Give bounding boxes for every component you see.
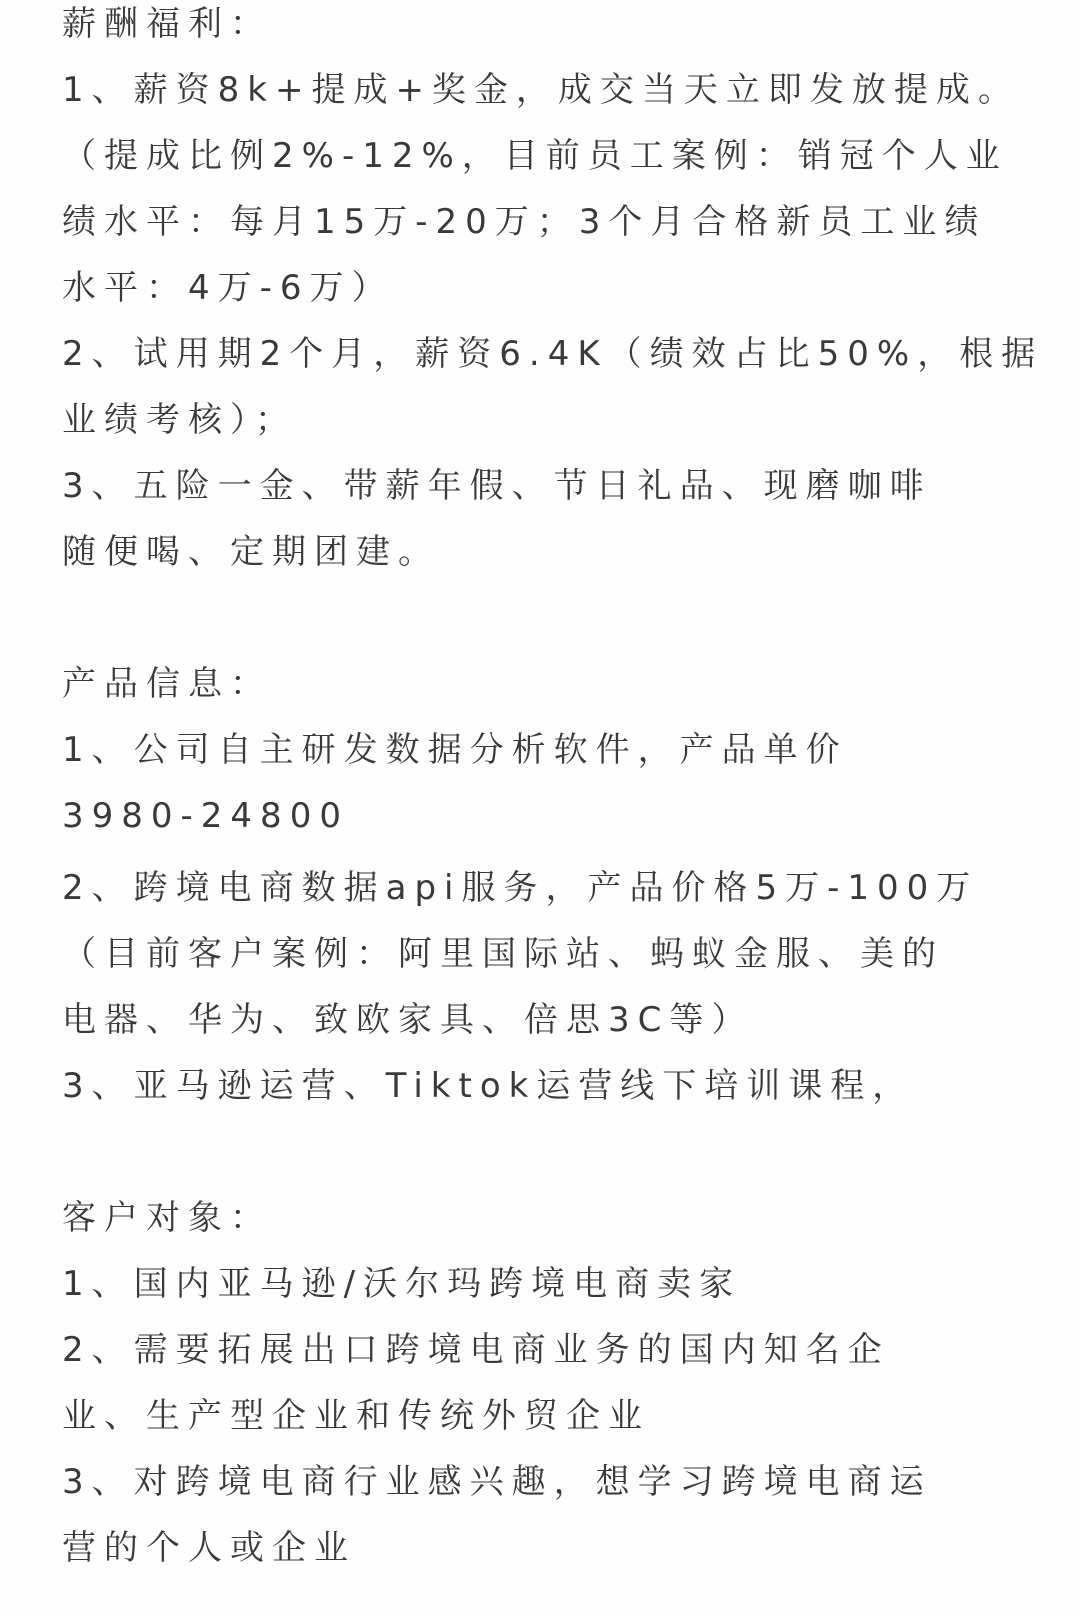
customers-line-1: 1、国内亚马逊/沃尔玛跨境电商卖家 <box>62 1264 742 1304</box>
product-line-6: 3、亚马逊运营、Tiktok运营线下培训课程， <box>62 1066 915 1106</box>
product-heading: 产品信息： <box>62 664 272 704</box>
customers-line-3: 业、生产型企业和传统外贸企业 <box>62 1396 650 1436</box>
salary-line-4: 水平：4万-6万） <box>62 268 394 308</box>
salary-line-3: 绩水平：每月15万-20万；3个月合格新员工业绩 <box>62 202 987 242</box>
salary-line-7: 3、五险一金、带薪年假、节日礼品、现磨咖啡 <box>62 466 932 506</box>
product-line-4: （目前客户案例：阿里国际站、蚂蚁金服、美的 <box>62 934 944 974</box>
salary-line-6: 业绩考核）； <box>62 400 297 440</box>
salary-line-2: （提成比例2%-12%，目前员工案例：销冠个人业 <box>62 136 1008 176</box>
product-line-5: 电器、华为、致欧家具、倍思3C等） <box>62 1000 754 1040</box>
customers-line-5: 营的个人或企业 <box>62 1528 356 1568</box>
customers-line-2: 2、需要拓展出口跨境电商业务的国内知名企 <box>62 1330 890 1370</box>
product-line-2: 3980-24800 <box>62 796 349 836</box>
salary-line-1: 1、薪资8k+提成+奖金，成交当天立即发放提成。 <box>62 70 1020 110</box>
salary-heading: 薪酬福利： <box>62 4 272 44</box>
salary-line-8: 随便喝、定期团建。 <box>62 532 440 572</box>
salary-line-5: 2、试用期2个月，薪资6.4K（绩效占比50%，根据 <box>62 334 1044 374</box>
customers-line-4: 3、对跨境电商行业感兴趣，想学习跨境电商运 <box>62 1462 932 1502</box>
customers-heading: 客户对象： <box>62 1198 272 1238</box>
product-line-3: 2、跨境电商数据api服务，产品价格5万-100万 <box>62 868 979 908</box>
product-line-1: 1、公司自主研发数据分析软件，产品单价 <box>62 730 848 770</box>
